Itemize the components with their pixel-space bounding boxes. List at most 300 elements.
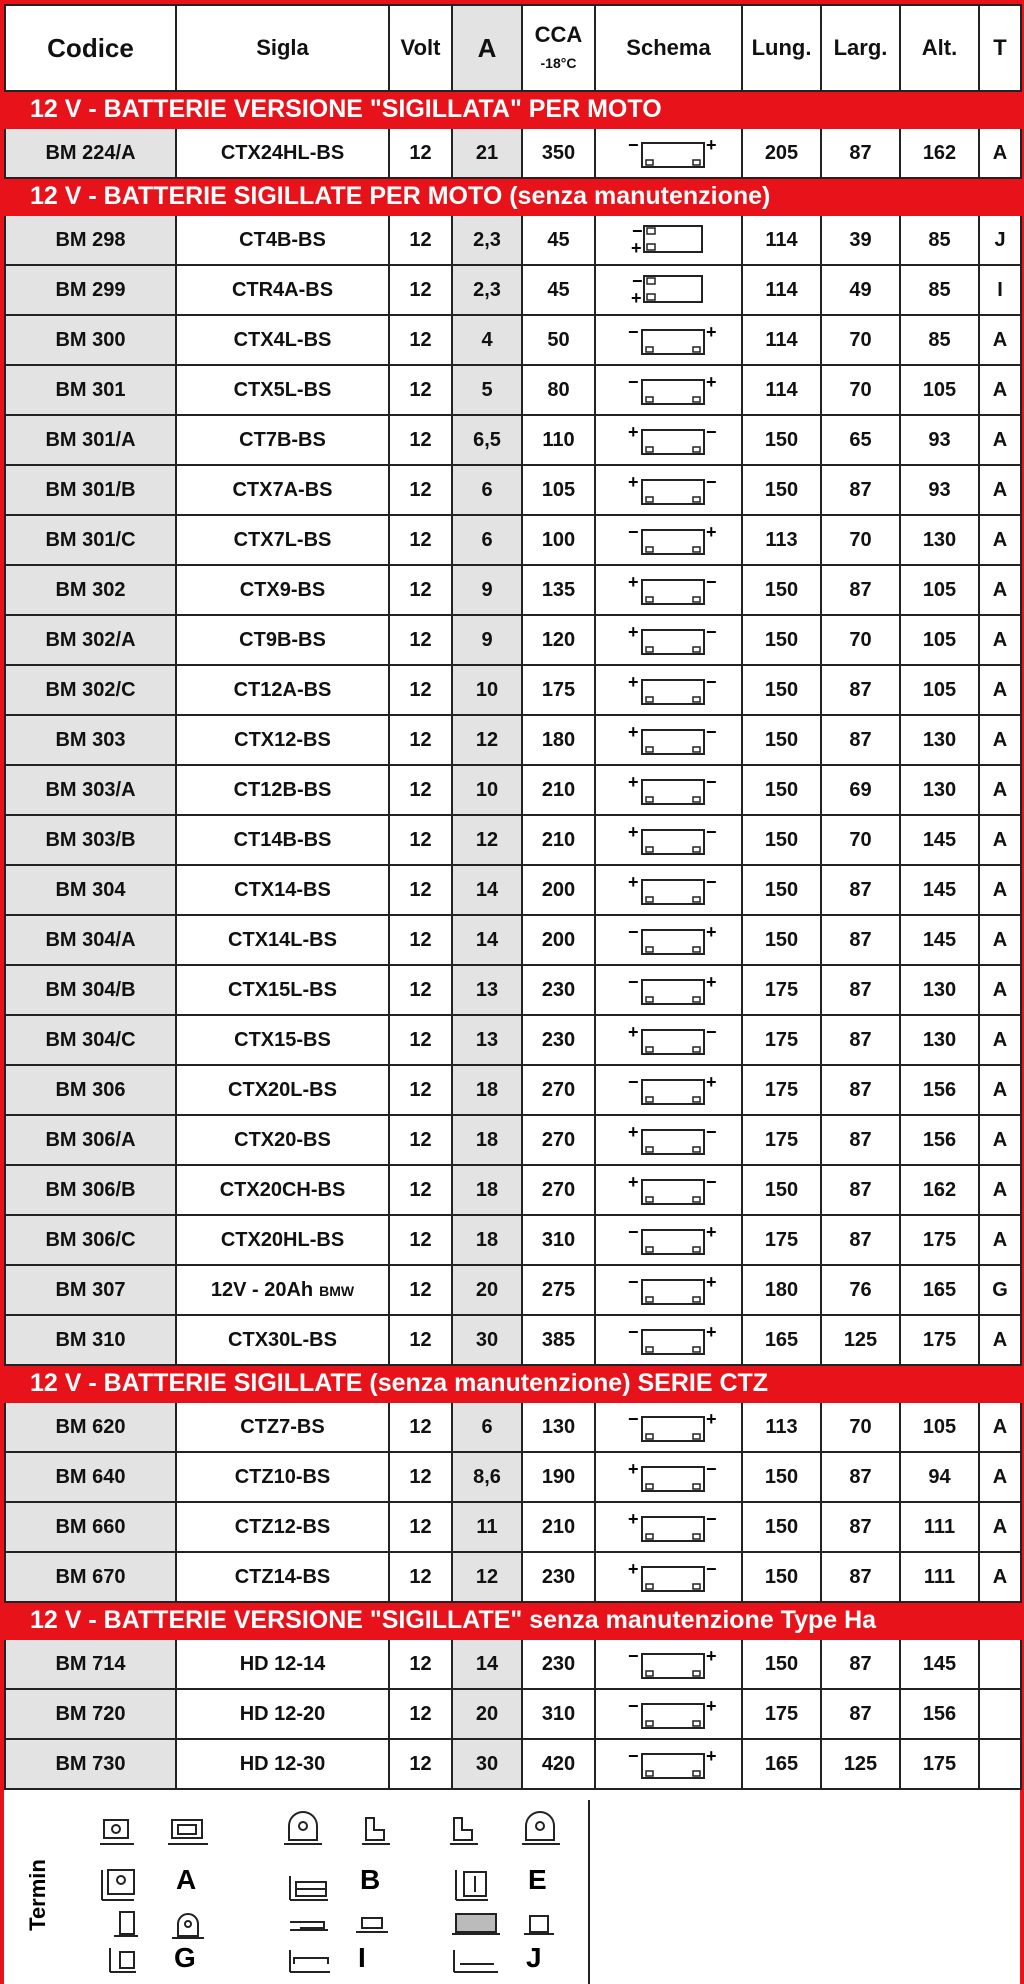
cell-schema: [595, 815, 742, 865]
cell-codice: BM 302/C: [5, 665, 176, 715]
cell-term: [979, 1689, 1021, 1739]
cell-codice: BM 298: [5, 215, 176, 265]
table-row: [5, 465, 1021, 515]
cell-term: A: [979, 515, 1021, 565]
section-header: [5, 91, 1021, 128]
cell-sigla: CTZ12-BS: [176, 1502, 389, 1552]
table-row: [5, 1215, 1021, 1265]
battery-schema-icon: [614, 1409, 724, 1445]
cell-schema: [595, 215, 742, 265]
cell-alt: 85: [900, 215, 979, 265]
cell-alt: 85: [900, 265, 979, 315]
cell-lung: 150: [742, 465, 821, 515]
cell-term: A: [979, 565, 1021, 615]
cell-lung: 205: [742, 128, 821, 178]
cell-amp: 14: [452, 865, 522, 915]
terminal-letter-e: E: [528, 1864, 547, 1895]
battery-schema-icon: [614, 222, 724, 258]
svg-text:+: +: [630, 238, 642, 258]
cell-term: A: [979, 128, 1021, 178]
cell-cca: 275: [522, 1265, 595, 1315]
cell-amp: 18: [452, 1115, 522, 1165]
cell-codice: BM 307: [5, 1265, 176, 1315]
cell-schema: [595, 665, 742, 715]
svg-text:+: +: [627, 1459, 639, 1479]
cell-amp: 30: [452, 1315, 522, 1365]
cell-cca: 310: [522, 1689, 595, 1739]
cell-larg: 87: [821, 715, 900, 765]
cell-schema: [595, 1265, 742, 1315]
svg-text:+: +: [705, 1222, 717, 1242]
cell-cca: 270: [522, 1165, 595, 1215]
cell-sigla: CTX4L-BS: [176, 315, 389, 365]
cell-codice: BM 301/C: [5, 515, 176, 565]
header-larg: Larg.: [821, 5, 900, 91]
svg-text:−: −: [705, 1509, 717, 1529]
cell-sigla: CTZ7-BS: [176, 1402, 389, 1452]
battery-schema-icon: [614, 1272, 724, 1308]
svg-text:−: −: [627, 1696, 639, 1716]
battery-schema-icon: [614, 1022, 724, 1058]
cell-alt: 175: [900, 1739, 979, 1789]
cell-sigla: CT12A-BS: [176, 665, 389, 715]
cell-amp: 21: [452, 128, 522, 178]
battery-schema-icon: [614, 1646, 724, 1682]
cell-cca: 350: [522, 128, 595, 178]
cell-schema: [595, 465, 742, 515]
svg-text:+: +: [705, 522, 717, 542]
cell-sigla: CT4B-BS: [176, 215, 389, 265]
cell-lung: 165: [742, 1739, 821, 1789]
cell-codice: BM 306/B: [5, 1165, 176, 1215]
cell-sigla: CTZ14-BS: [176, 1552, 389, 1602]
cell-lung: 150: [742, 815, 821, 865]
cell-codice: BM 302: [5, 565, 176, 615]
table-row: [5, 965, 1021, 1015]
cell-larg: 39: [821, 215, 900, 265]
cell-term: A: [979, 1502, 1021, 1552]
cell-lung: 150: [742, 615, 821, 665]
cell-alt: 145: [900, 915, 979, 965]
svg-text:+: +: [627, 622, 639, 642]
cell-codice: BM 306/C: [5, 1215, 176, 1265]
cell-amp: 9: [452, 565, 522, 615]
battery-table-sheet: [4, 4, 1020, 1984]
svg-text:+: +: [705, 1746, 717, 1766]
cell-larg: 70: [821, 815, 900, 865]
cell-codice: BM 620: [5, 1402, 176, 1452]
cell-alt: 85: [900, 315, 979, 365]
cell-amp: 6: [452, 465, 522, 515]
cell-schema: [595, 1115, 742, 1165]
cell-amp: 18: [452, 1065, 522, 1115]
cell-amp: 14: [452, 915, 522, 965]
cell-volt: 12: [389, 1165, 452, 1215]
cell-larg: 87: [821, 1165, 900, 1215]
cell-amp: 12: [452, 1552, 522, 1602]
section-header: [5, 178, 1021, 215]
cell-lung: 150: [742, 1502, 821, 1552]
cell-larg: 65: [821, 415, 900, 465]
cell-amp: 10: [452, 765, 522, 815]
cell-schema: [595, 765, 742, 815]
cell-amp: 6,5: [452, 415, 522, 465]
cell-lung: 150: [742, 1452, 821, 1502]
cell-term: A: [979, 1315, 1021, 1365]
cell-schema: [595, 865, 742, 915]
cell-amp: 13: [452, 1015, 522, 1065]
battery-schema-icon: [614, 1559, 724, 1595]
cell-term: G: [979, 1265, 1021, 1315]
cell-sigla: CTX12-BS: [176, 715, 389, 765]
cell-amp: 30: [452, 1739, 522, 1789]
cell-cca: 230: [522, 1552, 595, 1602]
cell-codice: BM 640: [5, 1452, 176, 1502]
svg-text:−: −: [705, 572, 717, 592]
svg-text:+: +: [705, 1322, 717, 1342]
cell-lung: 150: [742, 665, 821, 715]
cell-term: A: [979, 465, 1021, 515]
header-term: T: [979, 5, 1021, 91]
svg-text:+: +: [627, 572, 639, 592]
cell-lung: 114: [742, 365, 821, 415]
table-row: [5, 1452, 1021, 1502]
cell-volt: 12: [389, 1315, 452, 1365]
cell-volt: 12: [389, 1115, 452, 1165]
cell-amp: 2,3: [452, 215, 522, 265]
cell-sigla: CTX24HL-BS: [176, 128, 389, 178]
cell-schema: [595, 965, 742, 1015]
cell-volt: 12: [389, 565, 452, 615]
svg-text:−: −: [705, 1172, 717, 1192]
cell-sigla: CTX20L-BS: [176, 1065, 389, 1115]
table-row: [5, 615, 1021, 665]
cell-schema: [595, 1502, 742, 1552]
cell-cca: 45: [522, 215, 595, 265]
cell-cca: 135: [522, 565, 595, 615]
cell-term: A: [979, 365, 1021, 415]
cell-cca: 190: [522, 1452, 595, 1502]
cell-cca: 175: [522, 665, 595, 715]
table-row: [5, 1739, 1021, 1789]
table-row: [5, 665, 1021, 715]
cell-term: A: [979, 765, 1021, 815]
svg-text:+: +: [627, 472, 639, 492]
cell-lung: 175: [742, 1215, 821, 1265]
section-title: 12 V - BATTERIE VERSIONE "SIGILLATA" PER MOTO: [5, 91, 1021, 128]
cell-alt: 175: [900, 1315, 979, 1365]
cell-codice: BM 660: [5, 1502, 176, 1552]
cell-cca: 100: [522, 515, 595, 565]
svg-text:−: −: [627, 522, 639, 542]
table-row: [5, 765, 1021, 815]
terminal-legend: [4, 1800, 1020, 1984]
cell-volt: 12: [389, 128, 452, 178]
battery-schema-icon: [614, 422, 724, 458]
cell-sigla: HD 12-30: [176, 1739, 389, 1789]
battery-schema-icon: [614, 1746, 724, 1782]
cell-term: J: [979, 215, 1021, 265]
battery-schema-icon: [614, 872, 724, 908]
cell-volt: 12: [389, 1502, 452, 1552]
svg-text:+: +: [627, 672, 639, 692]
svg-text:−: −: [705, 872, 717, 892]
cell-cca: 180: [522, 715, 595, 765]
cell-sigla: CTX20CH-BS: [176, 1165, 389, 1215]
cell-alt: 93: [900, 415, 979, 465]
svg-text:+: +: [627, 422, 639, 442]
cell-amp: 9: [452, 615, 522, 665]
cell-codice: BM 303/A: [5, 765, 176, 815]
cell-cca: 420: [522, 1739, 595, 1789]
cell-larg: 76: [821, 1265, 900, 1315]
cell-lung: 175: [742, 965, 821, 1015]
cell-schema: [595, 265, 742, 315]
cell-schema: [595, 315, 742, 365]
cell-sigla: CTX15-BS: [176, 1015, 389, 1065]
cell-schema: [595, 1315, 742, 1365]
cell-amp: 20: [452, 1689, 522, 1739]
cell-lung: 150: [742, 415, 821, 465]
header-row: [5, 5, 1021, 91]
cell-lung: 113: [742, 1402, 821, 1452]
battery-schema-icon: [614, 472, 724, 508]
cell-larg: 70: [821, 365, 900, 415]
cell-larg: 125: [821, 1315, 900, 1365]
svg-text:+: +: [705, 135, 717, 155]
cell-codice: BM 306/A: [5, 1115, 176, 1165]
svg-text:−: −: [627, 322, 639, 342]
cell-cca: 210: [522, 765, 595, 815]
cell-volt: 12: [389, 615, 452, 665]
table-row: [5, 1639, 1021, 1689]
svg-text:−: −: [627, 1072, 639, 1092]
battery-schema-icon: [614, 772, 724, 808]
cell-schema: [595, 1689, 742, 1739]
svg-text:+: +: [705, 1072, 717, 1092]
cell-sigla: CT12B-BS: [176, 765, 389, 815]
terminal-letter-b: B: [360, 1864, 381, 1895]
svg-text:−: −: [705, 822, 717, 842]
cell-term: A: [979, 1165, 1021, 1215]
cell-amp: 2,3: [452, 265, 522, 315]
table-row: [5, 1065, 1021, 1115]
cell-term: A: [979, 315, 1021, 365]
cell-cca: 385: [522, 1315, 595, 1365]
svg-text:−: −: [705, 1559, 717, 1579]
cell-larg: 69: [821, 765, 900, 815]
cell-codice: BM 300: [5, 315, 176, 365]
cell-codice: BM 299: [5, 265, 176, 315]
cell-codice: BM 304/A: [5, 915, 176, 965]
table-row: [5, 1402, 1021, 1452]
table-row: [5, 565, 1021, 615]
cell-volt: 12: [389, 1215, 452, 1265]
table-row: [5, 1552, 1021, 1602]
header-cca-label: CCA: [534, 22, 583, 47]
cell-lung: 113: [742, 515, 821, 565]
table-row: [5, 1115, 1021, 1165]
cell-term: [979, 1739, 1021, 1789]
cell-volt: 12: [389, 1402, 452, 1452]
svg-text:+: +: [627, 822, 639, 842]
header-volt: Volt: [389, 5, 452, 91]
cell-cca: 130: [522, 1402, 595, 1452]
cell-alt: 145: [900, 1639, 979, 1689]
cell-volt: 12: [389, 1689, 452, 1739]
cell-larg: 87: [821, 865, 900, 915]
cell-amp: 8,6: [452, 1452, 522, 1502]
cell-alt: 105: [900, 615, 979, 665]
svg-text:−: −: [705, 772, 717, 792]
header-codice: Codice: [5, 5, 176, 91]
svg-text:+: +: [705, 1646, 717, 1666]
cell-alt: 105: [900, 665, 979, 715]
svg-text:−: −: [705, 1459, 717, 1479]
table-row: [5, 365, 1021, 415]
table-row: [5, 265, 1021, 315]
cell-schema: [595, 128, 742, 178]
svg-text:−: −: [705, 622, 717, 642]
cell-sigla: [176, 1265, 389, 1315]
svg-text:+: +: [705, 1409, 717, 1429]
cell-sigla: CTZ10-BS: [176, 1452, 389, 1502]
cell-lung: 114: [742, 315, 821, 365]
cell-sigla: CTX30L-BS: [176, 1315, 389, 1365]
terminal-letter-i: I: [358, 1942, 366, 1973]
cell-term: A: [979, 1015, 1021, 1065]
cell-schema: [595, 1402, 742, 1452]
cell-cca: 105: [522, 465, 595, 515]
cell-sigla: HD 12-20: [176, 1689, 389, 1739]
cell-larg: 87: [821, 128, 900, 178]
svg-text:+: +: [705, 322, 717, 342]
svg-text:−: −: [627, 135, 639, 155]
cell-term: A: [979, 1552, 1021, 1602]
cell-term: A: [979, 1065, 1021, 1115]
cell-codice: BM 301/A: [5, 415, 176, 465]
svg-text:−: −: [705, 672, 717, 692]
cell-sigla: CTX20-BS: [176, 1115, 389, 1165]
cell-alt: 94: [900, 1452, 979, 1502]
svg-text:+: +: [627, 872, 639, 892]
cell-larg: 87: [821, 1065, 900, 1115]
battery-table: [4, 4, 1022, 1790]
cell-lung: 150: [742, 565, 821, 615]
cell-volt: 12: [389, 1552, 452, 1602]
cell-volt: 12: [389, 415, 452, 465]
header-alt: Alt.: [900, 5, 979, 91]
cell-lung: 150: [742, 1639, 821, 1689]
section-header: [5, 1365, 1021, 1402]
cell-alt: 130: [900, 765, 979, 815]
cell-volt: 12: [389, 1065, 452, 1115]
section-title: 12 V - BATTERIE VERSIONE "SIGILLATE" senza manutenzione Type Ha: [5, 1602, 1021, 1639]
svg-text:−: −: [627, 1409, 639, 1429]
cell-alt: 130: [900, 1015, 979, 1065]
header-sigla: Sigla: [176, 5, 389, 91]
cell-sigla: CTR4A-BS: [176, 265, 389, 315]
cell-codice: BM 304: [5, 865, 176, 915]
cell-schema: [595, 415, 742, 465]
cell-larg: 87: [821, 915, 900, 965]
svg-text:−: −: [705, 1122, 717, 1142]
cell-term: A: [979, 1215, 1021, 1265]
cell-codice: BM 714: [5, 1639, 176, 1689]
battery-schema-icon: [614, 572, 724, 608]
terminal-letter-j: J: [526, 1942, 542, 1973]
cell-codice: BM 720: [5, 1689, 176, 1739]
cell-alt: 165: [900, 1265, 979, 1315]
cell-sigla: CT9B-BS: [176, 615, 389, 665]
table-row: [5, 1315, 1021, 1365]
cell-volt: 12: [389, 915, 452, 965]
cell-alt: 111: [900, 1552, 979, 1602]
cell-lung: 175: [742, 1065, 821, 1115]
cell-amp: 11: [452, 1502, 522, 1552]
cell-alt: 105: [900, 365, 979, 415]
cell-amp: 12: [452, 715, 522, 765]
cell-lung: 180: [742, 1265, 821, 1315]
cell-amp: 4: [452, 315, 522, 365]
cell-larg: 70: [821, 315, 900, 365]
cell-volt: 12: [389, 465, 452, 515]
cell-alt: 156: [900, 1115, 979, 1165]
cell-larg: 70: [821, 615, 900, 665]
cell-sigla: CTX9-BS: [176, 565, 389, 615]
cell-alt: 175: [900, 1215, 979, 1265]
cell-cca: 200: [522, 915, 595, 965]
svg-text:+: +: [627, 1022, 639, 1042]
cell-larg: 87: [821, 1452, 900, 1502]
svg-text:+: +: [627, 1559, 639, 1579]
cell-term: A: [979, 1115, 1021, 1165]
cell-alt: 162: [900, 128, 979, 178]
cell-lung: 114: [742, 265, 821, 315]
cell-lung: 175: [742, 1115, 821, 1165]
cell-volt: 12: [389, 215, 452, 265]
cell-codice: BM 310: [5, 1315, 176, 1365]
cell-schema: [595, 565, 742, 615]
battery-schema-icon: [614, 522, 724, 558]
cell-amp: 18: [452, 1165, 522, 1215]
cell-larg: 87: [821, 1689, 900, 1739]
cell-term: A: [979, 415, 1021, 465]
cell-schema: [595, 1739, 742, 1789]
battery-schema-icon: [614, 1072, 724, 1108]
cell-term: A: [979, 965, 1021, 1015]
battery-schema-icon: [614, 1696, 724, 1732]
svg-text:−: −: [631, 222, 643, 241]
cell-cca: 110: [522, 415, 595, 465]
svg-text:−: −: [627, 922, 639, 942]
terminal-drawings: [4, 1800, 588, 1984]
section-header: [5, 1602, 1021, 1639]
cell-volt: 12: [389, 365, 452, 415]
cell-larg: 70: [821, 1402, 900, 1452]
cell-schema: [595, 1015, 742, 1065]
cell-amp: 5: [452, 365, 522, 415]
cell-schema: [595, 915, 742, 965]
cell-schema: [595, 1639, 742, 1689]
terminal-letter-a: A: [176, 1864, 197, 1895]
cell-amp: 18: [452, 1215, 522, 1265]
cell-larg: 87: [821, 1552, 900, 1602]
cell-volt: 12: [389, 515, 452, 565]
cell-lung: 150: [742, 1165, 821, 1215]
svg-text:+: +: [705, 1696, 717, 1716]
cell-term: A: [979, 915, 1021, 965]
